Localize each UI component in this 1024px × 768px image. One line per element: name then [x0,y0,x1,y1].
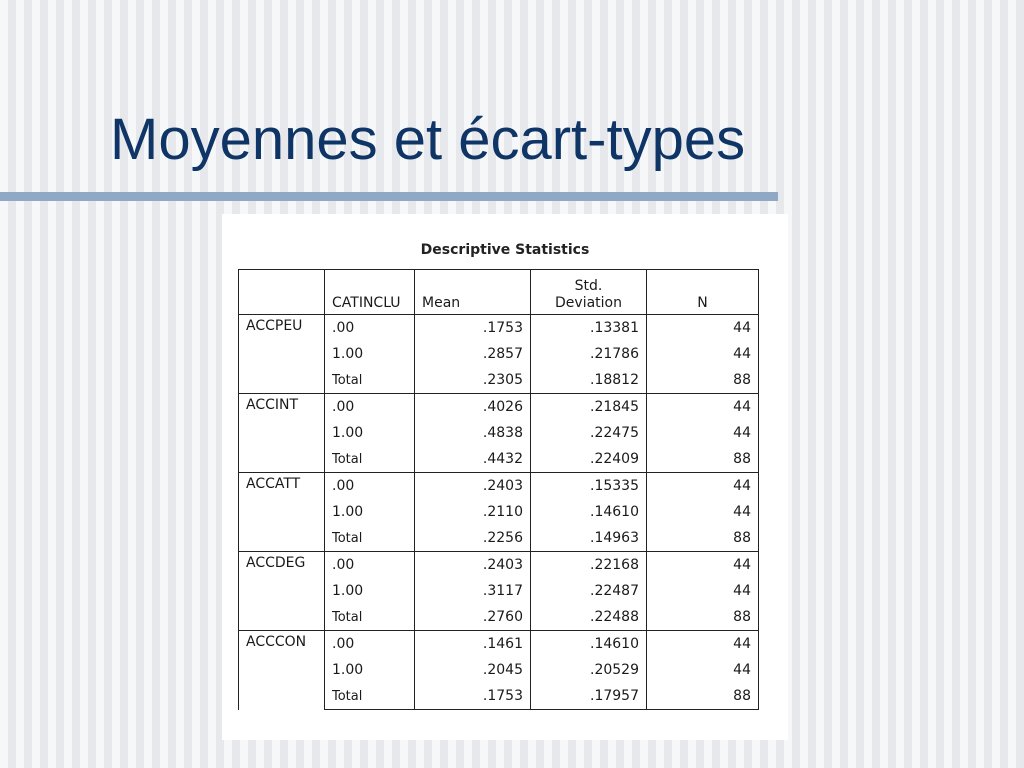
n-cell: 44 [647,631,759,658]
std-deviation-cell: .14963 [531,525,647,552]
mean-cell: .2760 [415,604,531,631]
statistics-panel [222,214,788,740]
n-cell: 44 [647,657,759,683]
mean-cell: .4432 [415,446,531,473]
variable-name-cell: ACCDEG [239,552,325,631]
mean-cell: .2403 [415,473,531,500]
mean-cell: .1753 [415,683,531,710]
catinclu-cell: Total [325,525,415,552]
header-row [239,270,759,315]
n-cell: 44 [647,341,759,367]
mean-cell: .1753 [415,315,531,342]
n-cell: 44 [647,473,759,500]
variable-name-cell: ACCPEU [239,315,325,394]
n-cell: 44 [647,420,759,446]
catinclu-cell: Total [325,446,415,473]
std-deviation-cell: .22488 [531,604,647,631]
mean-cell: .2857 [415,341,531,367]
std-deviation-cell: .14610 [531,631,647,658]
std-deviation-cell: .22168 [531,552,647,579]
catinclu-cell: .00 [325,631,415,658]
header-std-deviation [531,270,647,315]
std-deviation-cell: .22487 [531,578,647,604]
catinclu-cell: .00 [325,315,415,342]
catinclu-cell: 1.00 [325,657,415,683]
mean-cell: .2256 [415,525,531,552]
n-cell: 44 [647,499,759,525]
header-std-line2: Deviation [555,295,622,311]
std-deviation-cell: .17957 [531,683,647,710]
n-cell: 44 [647,578,759,604]
catinclu-cell: 1.00 [325,341,415,367]
table-caption: Descriptive Statistics [420,242,590,258]
table-row [239,315,759,342]
catinclu-cell: 1.00 [325,499,415,525]
table-row [239,473,759,500]
catinclu-cell: Total [325,604,415,631]
std-deviation-cell: .22409 [531,446,647,473]
std-deviation-cell: .14610 [531,499,647,525]
table-row [239,394,759,421]
n-cell: 88 [647,525,759,552]
catinclu-cell: Total [325,367,415,394]
n-cell: 88 [647,683,759,710]
header-variable [239,270,325,315]
mean-cell: .2403 [415,552,531,579]
variable-name-cell: ACCINT [239,394,325,473]
std-deviation-cell: .21845 [531,394,647,421]
mean-cell: .1461 [415,631,531,658]
catinclu-cell: Total [325,683,415,710]
std-deviation-cell: .22475 [531,420,647,446]
n-cell: 44 [647,394,759,421]
variable-name-cell: ACCCON [239,631,325,710]
mean-cell: .2110 [415,499,531,525]
catinclu-cell: 1.00 [325,578,415,604]
slide-title: Moyennes et écart-types [110,107,746,172]
std-deviation-cell: .15335 [531,473,647,500]
n-cell: 88 [647,604,759,631]
mean-cell: .4838 [415,420,531,446]
std-deviation-cell: .20529 [531,657,647,683]
n-cell: 44 [647,552,759,579]
header-n: N [647,270,759,315]
mean-cell: .2305 [415,367,531,394]
variable-name-cell: ACCATT [239,473,325,552]
header-catinclu: CATINCLU [325,270,415,315]
header-mean: Mean [415,270,531,315]
title-underline [0,192,778,201]
table-row [239,552,759,579]
n-cell: 88 [647,367,759,394]
catinclu-cell: .00 [325,552,415,579]
catinclu-cell: .00 [325,394,415,421]
mean-cell: .4026 [415,394,531,421]
n-cell: 88 [647,446,759,473]
std-deviation-cell: .13381 [531,315,647,342]
descriptive-statistics-table [238,269,759,710]
table-row [239,631,759,658]
catinclu-cell: .00 [325,473,415,500]
table-body [239,315,759,710]
header-std-line1: Std. [574,278,603,294]
std-deviation-cell: .18812 [531,367,647,394]
mean-cell: .3117 [415,578,531,604]
mean-cell: .2045 [415,657,531,683]
catinclu-cell: 1.00 [325,420,415,446]
std-deviation-cell: .21786 [531,341,647,367]
n-cell: 44 [647,315,759,342]
